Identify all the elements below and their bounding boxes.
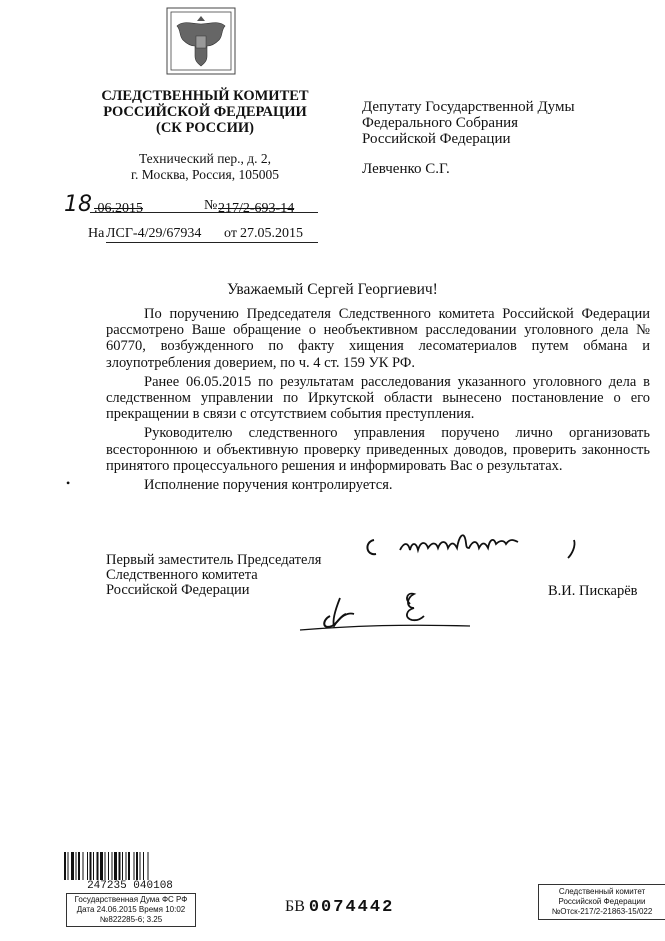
incoming-reference [88, 226, 328, 248]
coat-of-arms-icon [165, 6, 237, 76]
serial-prefix: БВ [285, 898, 305, 915]
recipient-line: Депутату Государственной Думы [362, 99, 575, 115]
signature [290, 588, 520, 648]
org-name-line: СЛЕДСТВЕННЫЙ КОМИТЕТ [101, 88, 309, 104]
margin-mark: • [66, 476, 71, 490]
outgoing-date: .06.2015 [94, 201, 143, 216]
number-sign: № [204, 198, 218, 213]
serial-number: 0074442 [308, 898, 395, 917]
org-short-name: (СК РОССИИ) [156, 120, 254, 136]
recipient-name: Левченко С.Г. [362, 161, 450, 177]
address-line: г. Москва, Россия, 105005 [131, 167, 279, 182]
org-name-line: РОССИЙСКОЙ ФЕДЕРАЦИИ [103, 104, 307, 120]
body-paragraph: Ранее 06.05.2015 по результатам расследования указанного уголовного дела в следственном управлении по Иркутской области вынесено постановление о его прекращении в связи с отсутствием события преступления. [106, 373, 650, 423]
incoming-prefix: На [88, 226, 105, 241]
stamp-line: Российской Федерации [558, 897, 646, 906]
sender-address [70, 151, 340, 183]
registration-stamp [66, 893, 196, 927]
outgoing-number: 217/2-693-14 [218, 201, 295, 216]
outgoing-reference [56, 192, 336, 218]
body-paragraph: По поручению Председателя Следственного комитета Российской Федерации рассмотрено Ваше обращение о необъективном расследовании уголовного дела № 60770, возбужденного по факту хищения лесоматериалов путем обмана и злоупотребления доверием, по ч. 4 ст. 159 УК РФ. [106, 306, 650, 371]
stamp-line: №822285-6; 3.25 [99, 915, 163, 924]
form-serial [285, 898, 394, 917]
stamp-line: Следственный комитет [558, 887, 646, 896]
signer-title-line: Первый заместитель Председателя [106, 552, 322, 568]
stamp-line: №Отск-217/2-21863-15/022 [551, 907, 653, 916]
address-line: Технический пер., д. 2, [138, 151, 272, 166]
letter-body [106, 306, 650, 493]
incoming-from: от [224, 226, 237, 241]
recipient-block [362, 99, 652, 147]
barcode-number: 247235 040108 [62, 880, 198, 892]
recipient-line: Федерального Собрания [362, 115, 519, 131]
signer-name: В.И. Пискарёв [548, 583, 638, 599]
recipient-line: Российской Федерации [362, 131, 511, 147]
signer-title-line: Российской Федерации [106, 582, 250, 598]
outgoing-day-handwritten: 18 [64, 192, 92, 217]
divider [90, 212, 318, 213]
signer-title-line: Следственного комитета [106, 567, 258, 583]
body-paragraph: Руководителю следственного управления поручено лично организовать всестороннюю и объективную проверку приведенных доводов, проверить законность принятого процессуального решения и информировать Вас о результатах. [106, 425, 650, 474]
stamp-line: Государственная Дума ФС РФ [74, 895, 188, 904]
salutation: Уважаемый Сергей Георгиевич! [227, 281, 438, 298]
divider [106, 242, 318, 243]
incoming-date: 27.05.2015 [240, 226, 303, 241]
incoming-number: ЛСГ-4/29/67934 [106, 226, 202, 241]
sk-outgoing-stamp [538, 884, 665, 920]
body-paragraph: Исполнение поручения контролируется. [144, 477, 393, 494]
stamp-line: Дата 24.06.2015 Время 10:02 [76, 905, 186, 914]
sender-organization [70, 88, 340, 136]
